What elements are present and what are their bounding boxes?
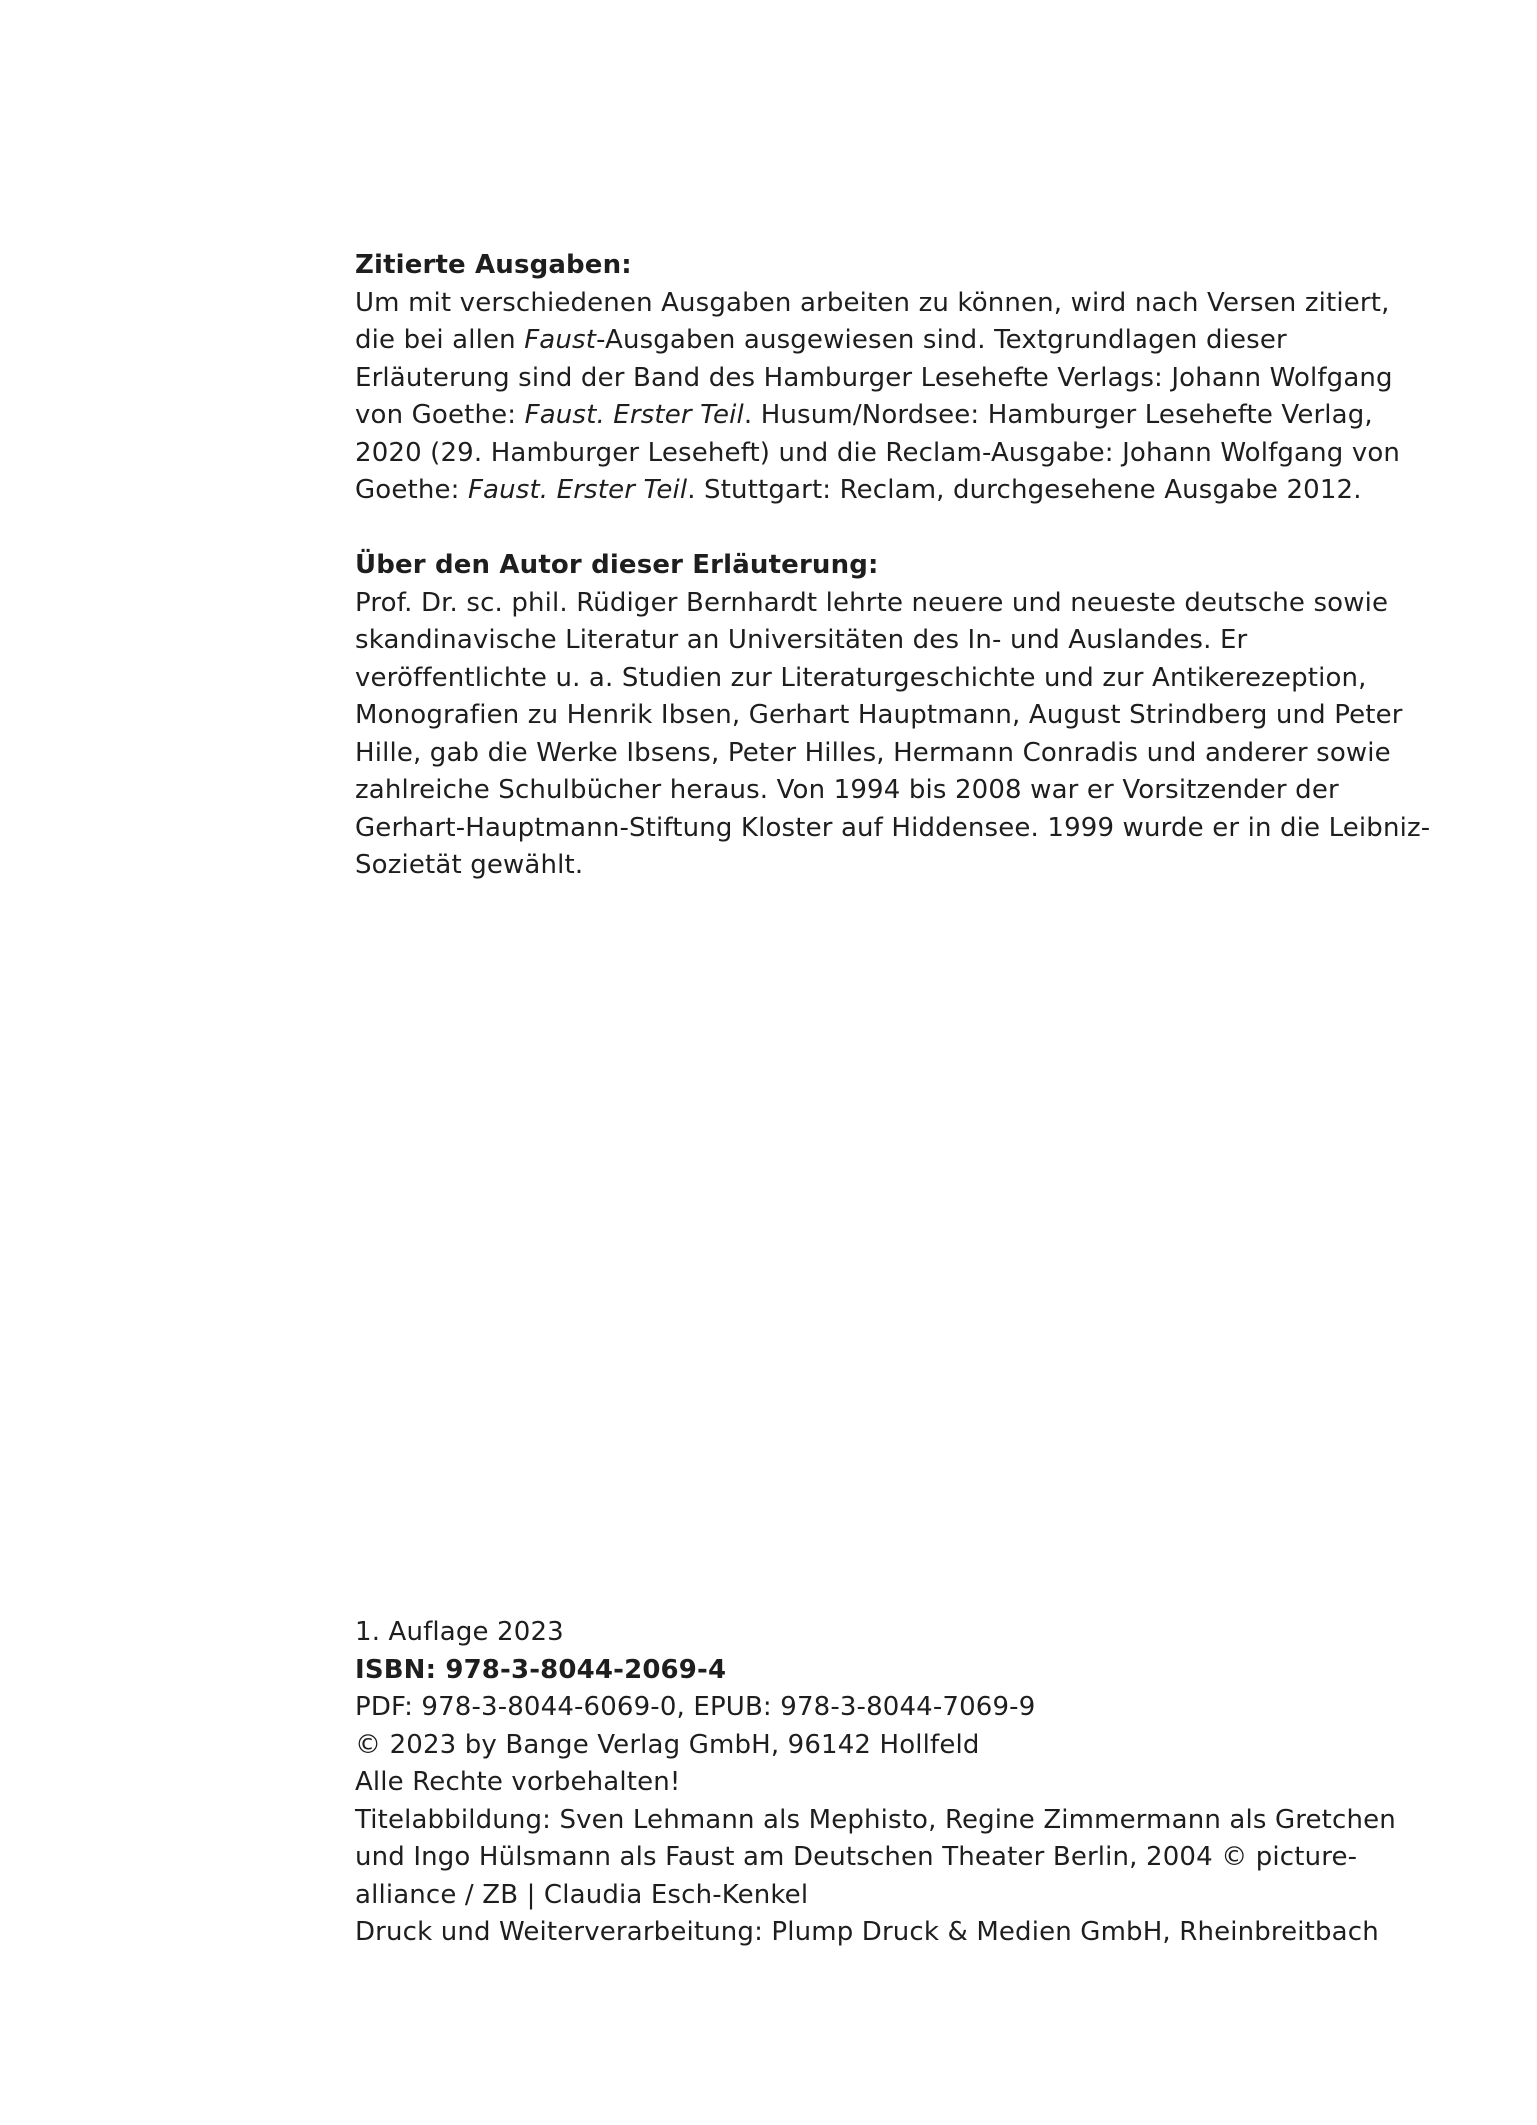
cited-editions-text-2: -Ausgaben ausgewiesen sind. Textgrundlagen dieser Erläuterung sind der Band des Hamburger Lesehefte Verlags: Johann Wolfgang von Goethe: bbox=[355, 325, 1393, 430]
cited-editions-heading: Zitierte Ausgaben: bbox=[355, 250, 632, 280]
ebook-isbn-line: PDF: 978-3-8044-6069-0, EPUB: 978-3-8044-7069-9 bbox=[355, 1692, 1036, 1722]
author-heading: Über den Autor dieser Erläuterung: bbox=[355, 550, 879, 580]
cited-editions-text-4: . Stuttgart: Reclam, durchgesehene Ausgabe 2012. bbox=[687, 475, 1362, 505]
front-matter-text bbox=[355, 247, 1435, 885]
edition-line: 1. Auflage 2023 bbox=[355, 1617, 564, 1647]
cited-editions-paragraph bbox=[355, 285, 1435, 510]
printing-line: Druck und Weiterverarbeitung: Plump Druck & Medien GmbH, Rheinbreitbach bbox=[355, 1917, 1379, 1947]
rights-line: Alle Rechte vorbehalten! bbox=[355, 1767, 681, 1797]
faust-title-italic: Faust bbox=[524, 325, 597, 355]
isbn-line: ISBN: 978-3-8044-2069-4 bbox=[355, 1654, 727, 1685]
copyright-line: © 2023 by Bange Verlag GmbH, 96142 Hollfeld bbox=[355, 1729, 980, 1760]
faust-erster-teil-italic-2: Faust. Erster Teil bbox=[467, 475, 688, 505]
imprint-block bbox=[355, 1614, 1435, 1952]
faust-erster-teil-italic-1: Faust. Erster Teil bbox=[524, 400, 744, 430]
paragraph-spacer bbox=[355, 510, 1435, 548]
cited-editions-text-3: . Husum/Nordsee: Hamburger Lesehefte Verlag, 2020 (29. Hamburger Leseheft) und die Reclam-Ausgabe: Johann Wolfgang von Goethe: bbox=[355, 400, 1401, 505]
cover-credit-text: Titelabbildung: Sven Lehmann als Mephisto, Regine Zimmermann als Gretchen und Ingo Hülsmann als Faust am Deutschen Theater Berlin, 2004 © picture-alliance / ZB | Claudia Esch-Kenkel bbox=[355, 1804, 1396, 1910]
cited-editions-text-1: Um mit verschiedenen Ausgaben arbeiten zu können, wird nach Versen zitiert, die bei allen bbox=[355, 287, 1390, 355]
author-paragraph: Prof. Dr. sc. phil. Rüdiger Bernhardt lehrte neuere und neueste deutsche sowie skandinavische Literatur an Universitäten des In- und Auslandes. Er veröffentlichte u. a. Studien zur Literaturgeschichte und zur Antikerezeption, Monografien zu Henrik Ibsen, Gerhart Hauptmann, August Strindberg und Peter Hille, gab die Werke Ibsens, Peter Hilles, Hermann Conradis und anderer sowie zahlreiche Schulbücher heraus. Von 1994 bis 2008 war er Vorsitzender der Gerhart-Hauptmann-Stiftung Kloster auf Hiddensee. 1999 wurde er in die Leibniz-Sozietät gewählt. bbox=[355, 587, 1431, 880]
